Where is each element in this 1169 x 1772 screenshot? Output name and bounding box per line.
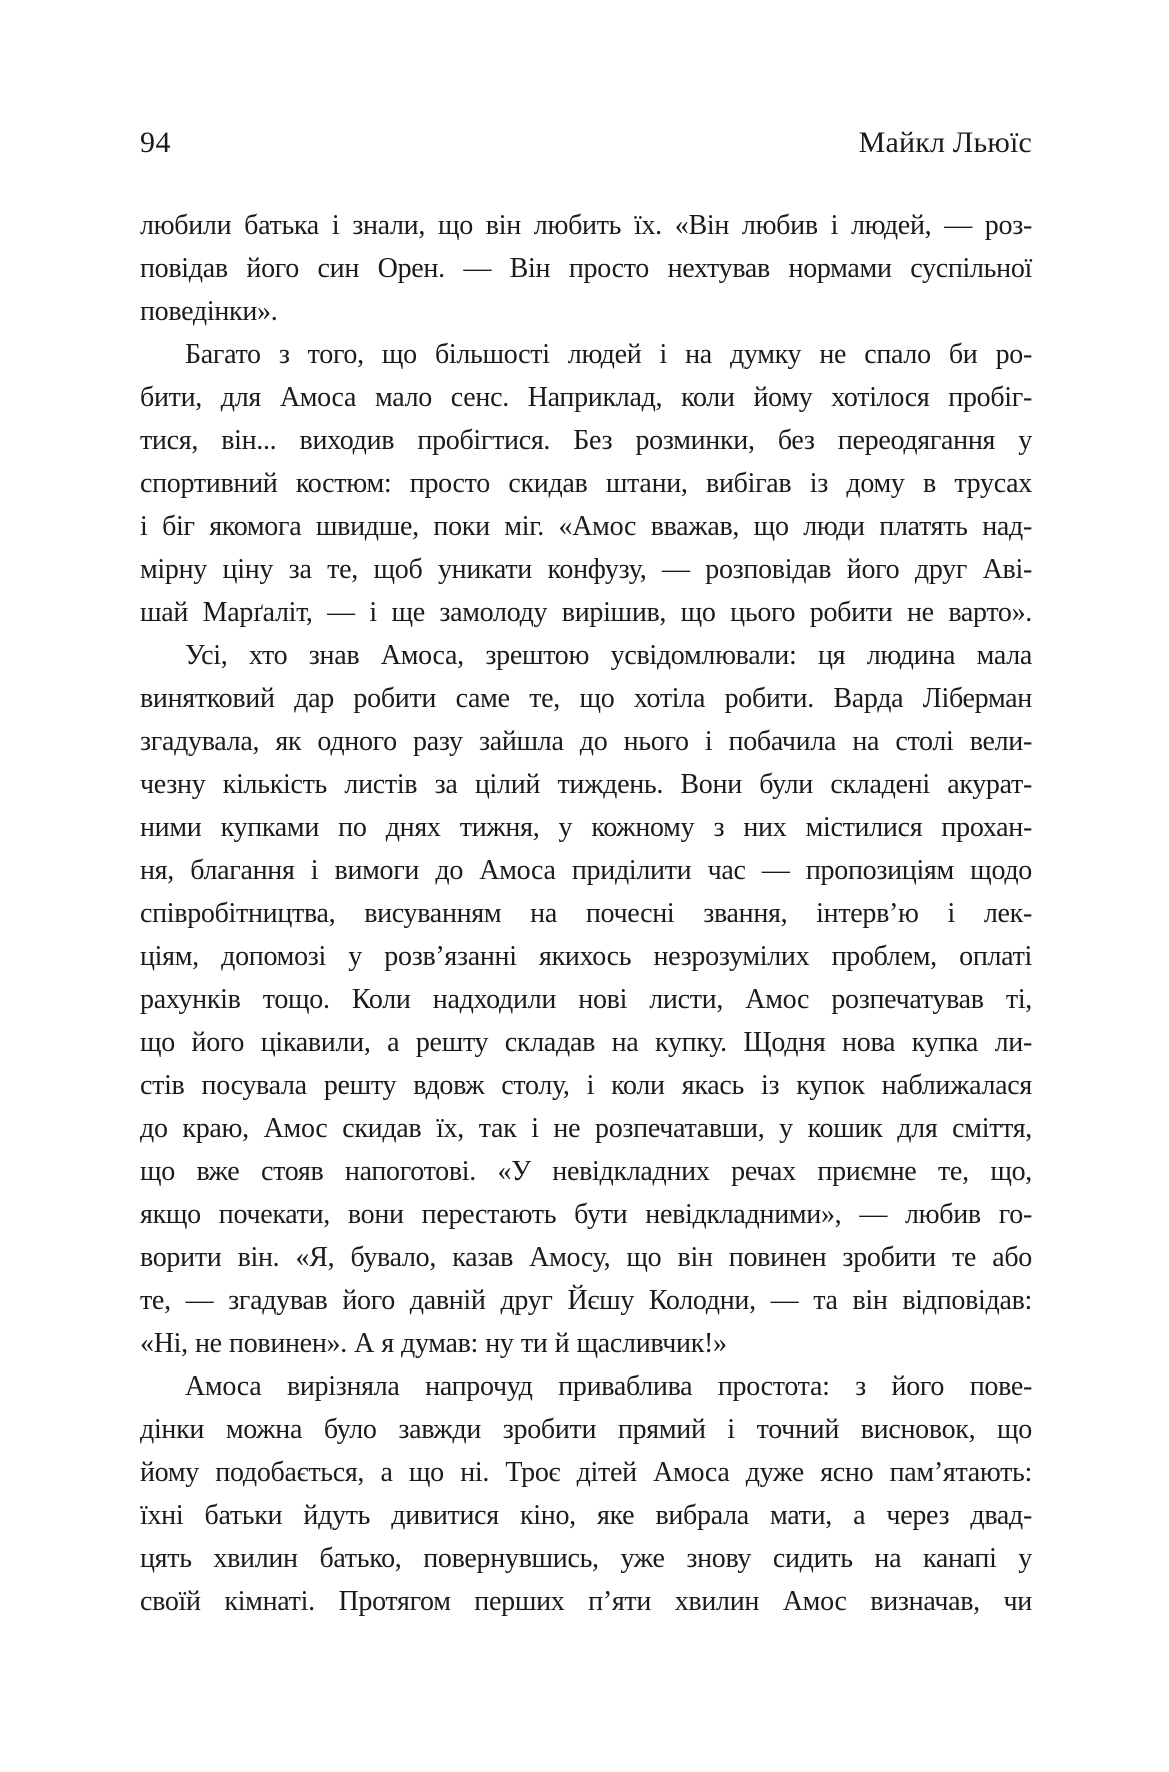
text-line: що вже стояв напоготові. «У невідкладних речах приємне те, що, [140,1156,1032,1187]
text-line: дінки можна було завжди зробити прямий і точний висновок, що [140,1414,1032,1445]
paragraph [140,1365,1032,1623]
text-line: Усі, хто знав Амоса, зрештою усвідомлювали: ця людина мала [185,640,1032,671]
text-line: винятковий дар робити саме те, що хотіла робити. Варда Ліберман [140,683,1032,714]
text-line: шай Марґаліт, — і ще замолоду вирішив, що цього робити не варто». [140,597,1032,628]
page-number: 94 [140,126,171,159]
text-line: Багато з того, що більшості людей і на думку не спало би ро- [185,339,1032,370]
text-line: стів посувала решту вдовж столу, і коли якась із купок наближалася [140,1070,1032,1101]
text-line: «Ні, не повинен». А я думав: ну ти й щасливчик!» [140,1328,727,1359]
running-head-author: Майкл Льюїс [858,126,1032,159]
text-line: якщо почекати, вони перестають бути невідкладними», — любив го- [140,1199,1032,1230]
page-content [140,126,1032,1623]
text-line: повідав його син Орен. — Він просто нехтував нормами суспільної [140,253,1032,284]
text-line: цять хвилин батько, повернувшись, уже знову сидить на канапі у [140,1543,1032,1574]
text-line: чезну кількість листів за цілий тиждень. Вони були складені акурат- [140,769,1032,800]
text-line: згадувала, як одного разу зайшла до нього і побачила на столі вели- [140,726,1032,757]
text-line: ня, благання і вимоги до Амоса приділити час — пропозиціям щодо [140,855,1032,886]
text-line: до краю, Амос скидав їх, так і не розпечатавши, у кошик для сміття, [140,1113,1032,1144]
page-body [140,204,1032,1623]
text-line: ціям, допомозі у розв’язанні якихось незрозумілих проблем, оплаті [140,941,1032,972]
text-line: поведінки». [140,296,278,327]
text-line: мірну ціну за те, щоб уникати конфузу, — розповідав його друг Аві- [140,554,1032,585]
text-line: спортивний костюм: просто скидав штани, вибігав із дому в трусах [140,468,1032,499]
paragraph [140,333,1032,634]
text-line: те, — згадував його давній друг Йєшу Колодни, — та він відповідав: [140,1285,1032,1316]
text-line: і біг якомога швидше, поки міг. «Амос вважав, що люди платять над- [140,511,1032,542]
text-line: співробітництва, висуванням на почесні звання, інтерв’ю і лек- [140,898,1032,929]
text-line: Амоса вирізняла напрочуд приваблива простота: з його пове- [185,1371,1032,1402]
text-line: бити, для Амоса мало сенс. Наприклад, коли йому хотілося пробіг- [140,382,1032,413]
page-header [140,126,1032,160]
text-line: любили батька і знали, що він любить їх. «Він любив і людей, — роз- [140,210,1032,241]
text-line: ними купками по днях тижня, у кожному з них містилися прохан- [140,812,1032,843]
paragraph [140,634,1032,1365]
text-line: йому подобається, а що ні. Троє дітей Амоса дуже ясно пам’ятають: [140,1457,1032,1488]
text-line: тися, він... виходив пробігтися. Без розминки, без переодягання у [140,425,1032,456]
text-line: їхні батьки йдуть дивитися кіно, яке вибрала мати, а через двад- [140,1500,1032,1531]
text-line: рахунків тощо. Коли надходили нові листи, Амос розпечатував ті, [140,984,1032,1015]
text-line: своїй кімнаті. Протягом перших п’яти хвилин Амос визначав, чи [140,1586,1032,1617]
text-line: що його цікавили, а решту складав на купку. Щодня нова купка ли- [140,1027,1032,1058]
text-line: ворити він. «Я, бувало, казав Амосу, що він повинен зробити те або [140,1242,1032,1273]
paragraph [140,204,1032,333]
